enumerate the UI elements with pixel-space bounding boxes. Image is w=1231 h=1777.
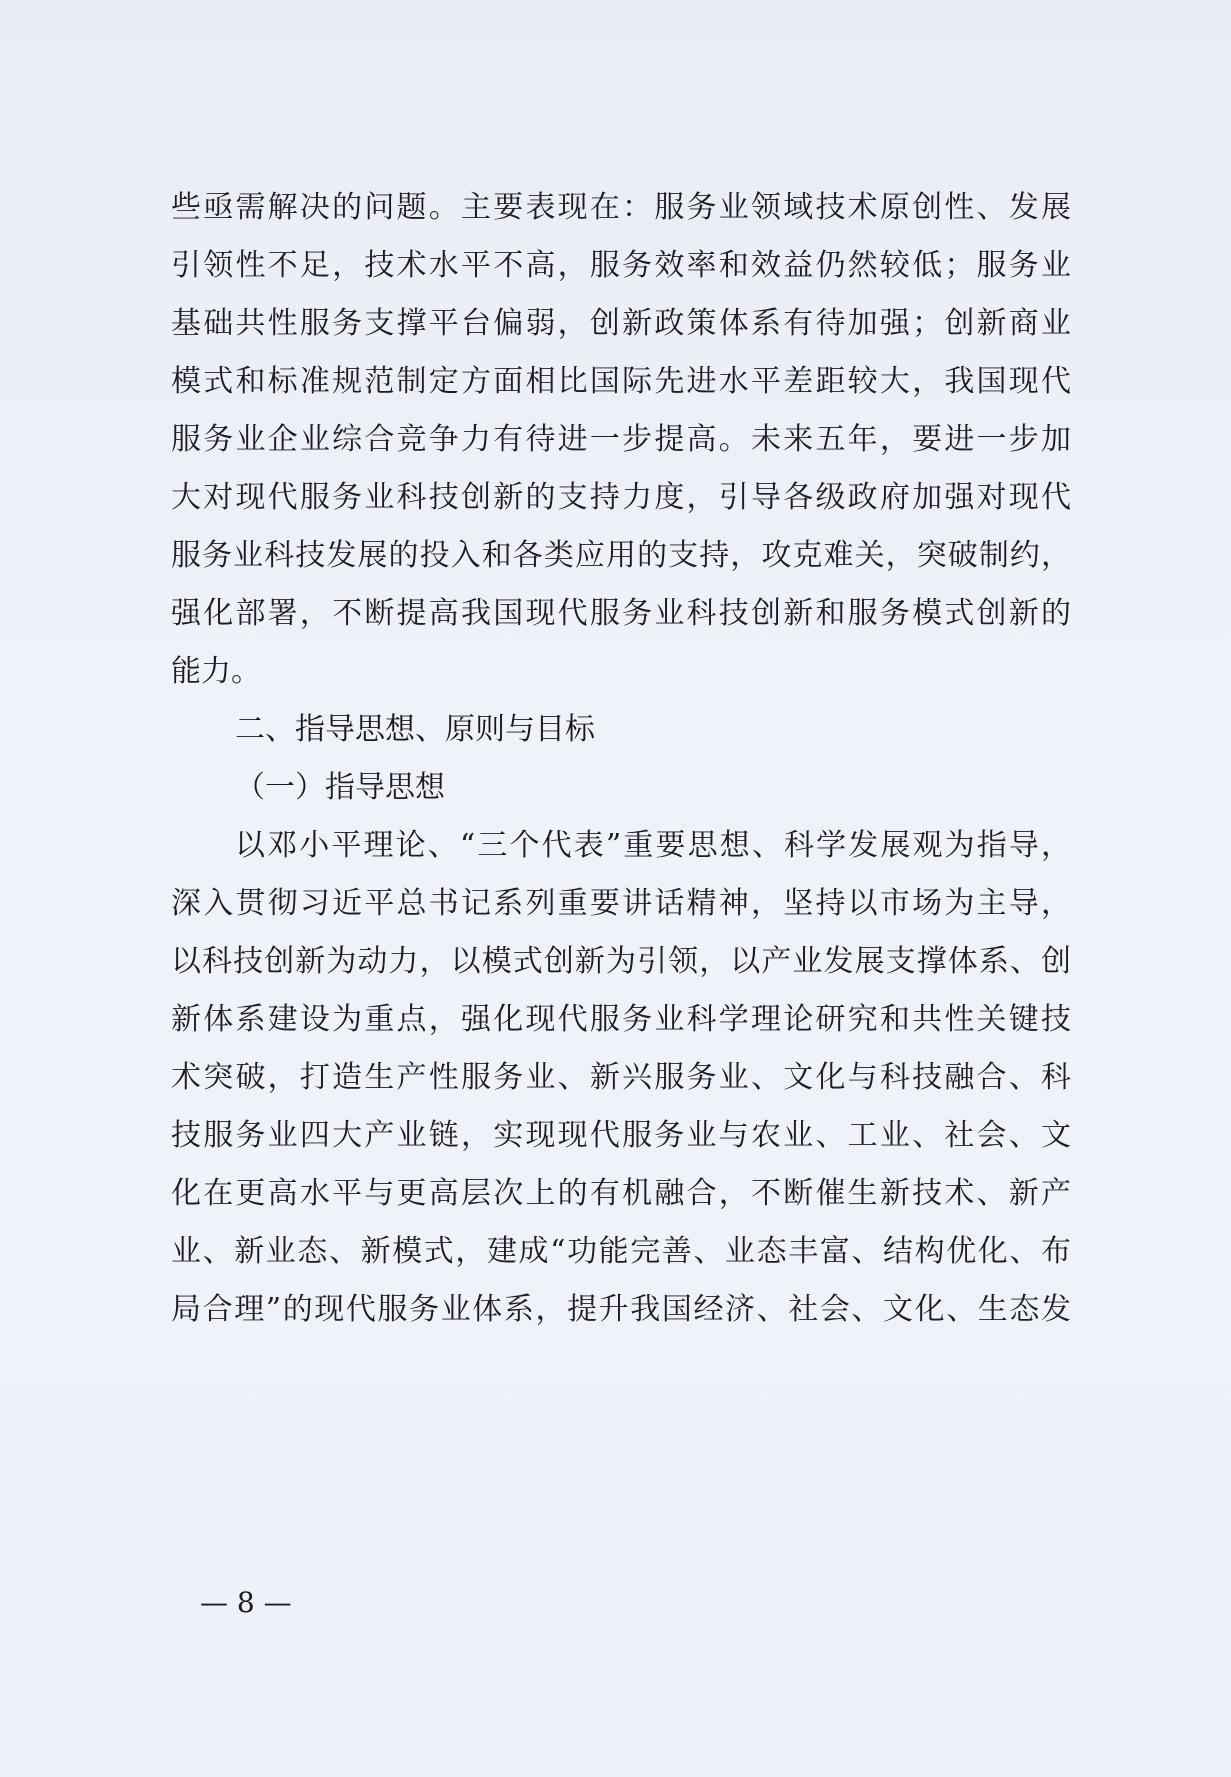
section-heading: 二、指导思想、原则与目标: [235, 712, 595, 747]
body-line: 强化部署，不断提高我国现代服务业科技创新和服务模式创新的: [171, 596, 1071, 631]
body-line: 术突破，打造生产性服务业、新兴服务业、文化与科技融合、科: [171, 1060, 1071, 1095]
body-line: 大对现代服务业科技创新的支持力度，引导各级政府加强对现代: [171, 480, 1071, 515]
body-line: 基础共性服务支撑平台偏弱，创新政策体系有待加强；创新商业: [171, 306, 1071, 341]
body-line: 深入贯彻习近平总书记系列重要讲话精神，坚持以市场为主导，: [171, 886, 1071, 921]
body-line: 服务业科技发展的投入和各类应用的支持，攻克难关，突破制约，: [171, 538, 1071, 573]
body-line: 能力。: [171, 654, 261, 689]
body-line: 业、新业态、新模式，建成“功能完善、业态丰富、结构优化、布: [171, 1234, 1071, 1269]
body-line: 以邓小平理论、“三个代表”重要思想、科学发展观为指导，: [235, 828, 1071, 863]
body-line: 服务业企业综合竞争力有待进一步提高。未来五年，要进一步加: [171, 422, 1071, 457]
subsection-heading: （一）指导思想: [235, 770, 445, 805]
body-line: 以科技创新为动力，以模式创新为引领，以产业发展支撑体系、创: [171, 944, 1071, 979]
body-line: 些亟需解决的问题。主要表现在：服务业领域技术原创性、发展: [171, 190, 1071, 225]
body-line: 技服务业四大产业链，实现现代服务业与农业、工业、社会、文: [171, 1118, 1071, 1153]
page-number: — 8 —: [200, 1586, 292, 1619]
body-line: 新体系建设为重点，强化现代服务业科学理论研究和共性关键技: [171, 1002, 1071, 1037]
body-line: 局合理”的现代服务业体系，提升我国经济、社会、文化、生态发: [171, 1292, 1071, 1327]
body-line: 模式和标准规范制定方面相比国际先进水平差距较大，我国现代: [171, 364, 1071, 399]
body-line: 化在更高水平与更高层次上的有机融合，不断催生新技术、新产: [171, 1176, 1071, 1211]
body-line: 引领性不足，技术水平不高，服务效率和效益仍然较低；服务业: [171, 248, 1071, 283]
